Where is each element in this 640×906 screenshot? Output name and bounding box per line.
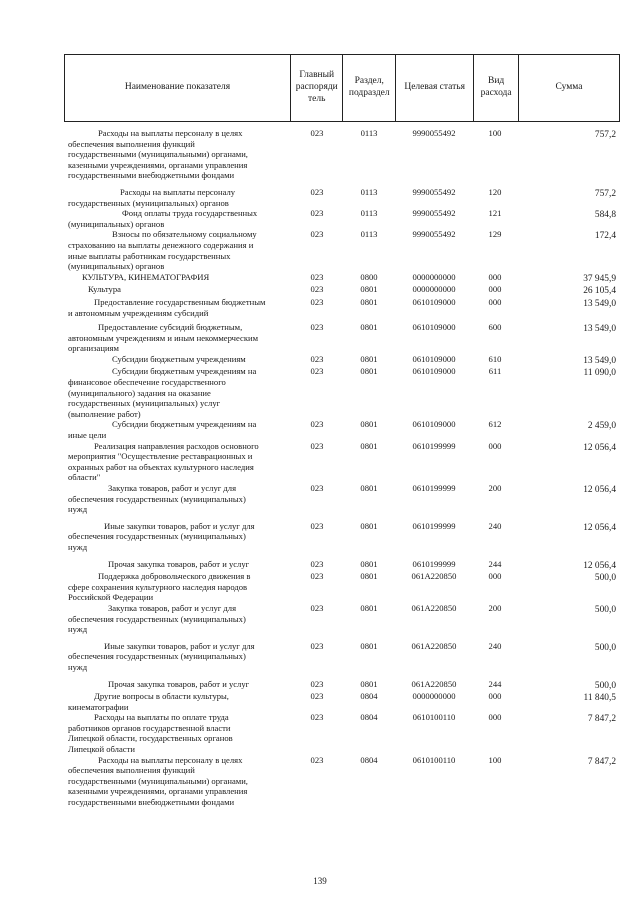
row-vid: 129 xyxy=(488,229,502,240)
table-row xyxy=(64,755,618,808)
row-vid: 600 xyxy=(488,322,502,333)
row-name xyxy=(64,284,291,297)
row-name xyxy=(64,297,291,318)
header-razdel-l2: подраздел xyxy=(348,88,390,98)
row-name-line: обеспечения государственных (муниципальных) xyxy=(68,613,246,624)
row-name-line: Культура xyxy=(88,284,121,295)
row-name-line: страхованию на выплаты денежного содержания и xyxy=(68,239,254,250)
row-name xyxy=(64,272,291,285)
row-name-line: нужд xyxy=(68,624,88,635)
table-row xyxy=(64,679,618,692)
row-razdel: 0113 xyxy=(360,128,378,138)
row-name-line: Субсидии бюджетным учреждениям xyxy=(112,353,246,364)
row-vid: 000 xyxy=(488,271,502,282)
row-name-line: Субсидии бюджетным учреждениям на xyxy=(112,419,257,430)
header-razdel-l1: Раздел, xyxy=(354,76,384,87)
row-name-line: организациям xyxy=(68,343,119,354)
row-vid: 244 xyxy=(488,558,502,569)
row-name-line: КУЛЬТУРА, КИНЕМАТОГРАФИЯ xyxy=(82,271,210,282)
row-name xyxy=(64,755,291,808)
row-name xyxy=(64,128,291,181)
row-name-line: Поддержка добровольческого движения в xyxy=(98,571,251,582)
row-vid: 610 xyxy=(488,353,502,364)
row-vid: 000 xyxy=(488,284,502,295)
row-glavny: 023 xyxy=(310,419,324,430)
row-celevaya: 061A220850 xyxy=(411,678,457,689)
page-number: 139 xyxy=(313,876,327,886)
row-vid: 244 xyxy=(488,678,502,689)
row-summa: 500,0 xyxy=(594,642,616,653)
row-vid: 000 xyxy=(488,712,502,723)
row-razdel: 0800 xyxy=(360,271,378,282)
row-celevaya: 9990055492 xyxy=(412,128,456,138)
row-razdel: 0801 xyxy=(360,419,378,430)
row-glavny: 023 xyxy=(310,571,324,582)
row-celevaya: 0000000000 xyxy=(412,284,456,295)
row-glavny: 023 xyxy=(310,322,324,333)
row-summa: 37 945,9 xyxy=(583,273,616,284)
table-row xyxy=(64,603,618,635)
row-summa: 12 056,4 xyxy=(583,485,616,495)
row-name xyxy=(64,322,291,354)
row-name-line: Иные закупки товаров, работ и услуг для xyxy=(104,640,255,651)
row-name-line: Предоставление субсидий бюджетным, xyxy=(98,322,243,333)
row-summa: 12 056,4 xyxy=(583,442,616,453)
table-row xyxy=(64,571,618,603)
row-celevaya: 9990055492 xyxy=(412,208,456,219)
header-razdel xyxy=(343,55,396,121)
row-glavny: 023 xyxy=(310,296,324,307)
row-razdel: 0801 xyxy=(360,640,378,651)
row-name-line: государственных (муниципальных) органов xyxy=(68,197,229,208)
row-vid: 200 xyxy=(488,483,502,493)
row-glavny: 023 xyxy=(310,271,324,282)
row-celevaya: 0610109000 xyxy=(412,322,456,333)
table-row xyxy=(64,284,618,297)
row-vid: 121 xyxy=(488,208,502,219)
row-name xyxy=(64,187,291,208)
table-header xyxy=(64,54,620,122)
row-celevaya: 0610100110 xyxy=(412,754,456,765)
row-name-line: (муниципальных) органов xyxy=(68,261,165,272)
header-summa xyxy=(519,55,619,121)
row-name-line: Взносы по обязательному социальному xyxy=(112,229,257,240)
row-name-line: автономным учреждениям и иным некоммерческим xyxy=(68,332,259,343)
row-glavny: 023 xyxy=(310,602,324,613)
row-name-line: иные цели xyxy=(68,430,107,441)
row-name-line: Липецкой области xyxy=(68,744,135,755)
row-name-line: нужд xyxy=(68,504,88,515)
row-name xyxy=(64,691,291,712)
row-name xyxy=(64,419,291,440)
table-body xyxy=(64,128,618,814)
header-vid-l2: расхода xyxy=(480,88,512,98)
row-celevaya: 0610109000 xyxy=(412,296,456,307)
row-summa: 13 549,0 xyxy=(583,324,616,335)
row-vid: 000 xyxy=(488,571,502,582)
row-razdel: 0113 xyxy=(360,208,378,219)
row-summa: 500,0 xyxy=(594,680,616,691)
row-name-line: Другие вопросы в области культуры, xyxy=(94,691,229,702)
table-row xyxy=(64,322,618,354)
header-vid-l1: Вид xyxy=(487,76,505,87)
row-name xyxy=(64,679,291,692)
row-glavny: 023 xyxy=(310,483,324,493)
row-razdel: 0801 xyxy=(360,520,378,531)
row-glavny: 023 xyxy=(310,520,324,531)
row-name-line: Иные закупки товаров, работ и услуг для xyxy=(104,520,255,531)
row-name xyxy=(64,208,291,229)
row-razdel: 0801 xyxy=(360,296,378,307)
row-summa: 11 090,0 xyxy=(583,368,616,379)
header-glavny-l3: тель xyxy=(307,93,326,104)
table-row xyxy=(64,483,618,515)
table-row xyxy=(64,366,618,419)
row-summa: 7 847,2 xyxy=(587,714,616,725)
row-name-line: государственных (муниципальных) услуг xyxy=(68,398,221,409)
row-glavny: 023 xyxy=(310,208,324,219)
row-name-line: Российской Федерации xyxy=(68,592,154,603)
header-glavny-l1: Главный xyxy=(299,70,335,81)
row-summa: 12 056,4 xyxy=(583,522,616,533)
row-name xyxy=(64,521,291,553)
row-name-line: (муниципального) задания на оказание xyxy=(68,387,211,398)
row-celevaya: 0000000000 xyxy=(412,271,456,282)
row-name-line: обеспечения государственных (муниципальных) xyxy=(68,493,246,504)
row-name-line: обеспечения государственных (муниципальных) xyxy=(68,531,246,542)
row-name-line: обеспечения выполнения функций xyxy=(68,138,195,149)
row-name-line: иные выплаты работникам государственных xyxy=(68,250,231,261)
row-name xyxy=(64,603,291,635)
row-name-line: области" xyxy=(68,472,101,483)
row-summa: 584,8 xyxy=(594,210,616,221)
row-vid: 100 xyxy=(488,754,502,765)
row-name-line: Расходы на выплаты персоналу в целях xyxy=(98,754,243,765)
row-glavny: 023 xyxy=(310,229,324,240)
row-summa: 757,2 xyxy=(594,188,616,199)
row-glavny: 023 xyxy=(310,558,324,569)
table-row xyxy=(64,272,618,285)
row-celevaya: 0610109000 xyxy=(412,353,456,364)
row-razdel: 0801 xyxy=(360,366,378,377)
row-glavny: 023 xyxy=(310,186,324,197)
row-vid: 240 xyxy=(488,520,502,531)
row-name-line: нужд xyxy=(68,541,88,552)
row-name xyxy=(64,641,291,673)
row-razdel: 0804 xyxy=(360,691,378,702)
row-name-line: (выполнение работ) xyxy=(68,408,141,419)
row-celevaya: 0610199999 xyxy=(412,440,456,451)
row-summa: 26 105,4 xyxy=(583,286,616,297)
row-glavny: 023 xyxy=(310,712,324,723)
row-name-line: охранных работ на объектах культурного наследия xyxy=(68,461,254,472)
table-row xyxy=(64,208,618,229)
row-glavny: 023 xyxy=(310,284,324,295)
row-razdel: 0804 xyxy=(360,712,378,723)
row-name xyxy=(64,559,291,572)
table-row xyxy=(64,691,618,712)
row-celevaya: 9990055492 xyxy=(412,229,456,240)
table-row xyxy=(64,128,618,181)
table-row xyxy=(64,521,618,553)
row-name-line: Закупка товаров, работ и услуг для xyxy=(108,602,237,613)
row-celevaya: 0000000000 xyxy=(412,691,456,702)
row-name xyxy=(64,571,291,603)
row-celevaya: 061A220850 xyxy=(411,571,457,582)
row-razdel: 0801 xyxy=(360,322,378,333)
row-vid: 240 xyxy=(488,640,502,651)
row-glavny: 023 xyxy=(310,366,324,377)
row-razdel: 0801 xyxy=(360,483,378,493)
row-name-line: финансовое обеспечение государственного xyxy=(68,377,226,388)
row-name-line: Реализация направления расходов основного xyxy=(94,440,259,451)
table-row xyxy=(64,354,618,367)
row-celevaya: 0610199999 xyxy=(412,558,456,569)
table-row xyxy=(64,187,618,208)
row-vid: 612 xyxy=(488,419,502,430)
row-razdel: 0801 xyxy=(360,440,378,451)
row-glavny: 023 xyxy=(310,640,324,651)
row-name-line: государственными внебюджетными фондами xyxy=(68,797,235,808)
row-vid: 000 xyxy=(488,296,502,307)
row-name xyxy=(64,229,291,271)
header-name xyxy=(65,55,291,121)
row-celevaya: 0610109000 xyxy=(412,366,456,377)
row-name xyxy=(64,441,291,483)
header-celevaya xyxy=(396,55,474,121)
row-razdel: 0801 xyxy=(360,284,378,295)
row-name-line: обеспечения выполнения функций xyxy=(68,765,195,776)
row-name-line: мероприятия "Осуществление реставрационных и xyxy=(68,451,253,462)
row-vid: 000 xyxy=(488,440,502,451)
row-name-line: кинематографии xyxy=(68,701,129,712)
row-name-line: Липецкой области, государственных органов xyxy=(68,733,233,744)
row-name-line: Предоставление государственным бюджетным xyxy=(94,296,266,307)
header-vid xyxy=(474,55,519,121)
row-name-line: государственными внебюджетными фондами xyxy=(68,170,235,181)
row-vid: 100 xyxy=(488,128,502,138)
row-name-line: государственными (муниципальными) органами, xyxy=(68,775,248,786)
header-glavny-l2: распоряди xyxy=(295,82,338,93)
table-row xyxy=(64,229,618,271)
row-name-line: Расходы на выплаты персоналу xyxy=(120,186,236,197)
row-name-line: Субсидии бюджетным учреждениям на xyxy=(112,366,257,377)
row-razdel: 0801 xyxy=(360,571,378,582)
row-summa: 500,0 xyxy=(594,573,616,584)
row-name-line: нужд xyxy=(68,661,88,672)
row-name-line: обеспечения государственных (муниципальных) xyxy=(68,651,246,662)
row-name-line: Прочая закупка товаров, работ и услуг xyxy=(108,678,250,689)
row-name-line: государственными (муниципальными) органами, xyxy=(68,149,248,160)
row-razdel: 0801 xyxy=(360,602,378,613)
row-name-line: казенными учреждениями, органами управления xyxy=(68,786,248,797)
table-row xyxy=(64,559,618,572)
table-row xyxy=(64,419,618,440)
row-celevaya: 9990055492 xyxy=(412,186,456,197)
row-glavny: 023 xyxy=(310,754,324,765)
header-name-text: Наименование показателя xyxy=(124,82,231,93)
row-razdel: 0801 xyxy=(360,558,378,569)
row-name-line: Расходы на выплаты персоналу в целях xyxy=(98,128,243,138)
row-name-line: Закупка товаров, работ и услуг для xyxy=(108,483,237,493)
row-name-line: Прочая закупка товаров, работ и услуг xyxy=(108,558,250,569)
row-name-line: (муниципальных) органов xyxy=(68,218,165,229)
row-summa: 757,2 xyxy=(594,130,616,140)
row-name-line: работников органов государственной власти xyxy=(68,722,231,733)
header-celevaya-text: Целевая статья xyxy=(404,82,465,93)
row-celevaya: 061A220850 xyxy=(411,640,457,651)
row-name-line: Расходы на выплаты по оплате труда xyxy=(94,712,229,723)
row-celevaya: 0610199999 xyxy=(412,483,456,493)
row-glavny: 023 xyxy=(310,353,324,364)
row-razdel: 0801 xyxy=(360,353,378,364)
table-row xyxy=(64,297,618,318)
row-glavny: 023 xyxy=(310,691,324,702)
row-razdel: 0804 xyxy=(360,754,378,765)
row-celevaya: 0610199999 xyxy=(412,520,456,531)
table-row xyxy=(64,641,618,673)
row-summa: 11 840,5 xyxy=(583,693,616,704)
row-name xyxy=(64,354,291,367)
row-name-line: Фонд оплаты труда государственных xyxy=(122,208,258,219)
row-summa: 7 847,2 xyxy=(587,756,616,767)
row-summa: 172,4 xyxy=(594,231,616,242)
row-razdel: 0113 xyxy=(360,229,378,240)
table-row xyxy=(64,441,618,483)
row-celevaya: 061A220850 xyxy=(411,602,457,613)
row-summa: 13 549,0 xyxy=(583,298,616,309)
row-vid: 120 xyxy=(488,186,502,197)
row-name xyxy=(64,712,291,754)
row-vid: 200 xyxy=(488,602,502,613)
row-vid: 611 xyxy=(488,366,502,377)
row-name-line: казенными учреждениями, органами управления xyxy=(68,159,248,170)
row-glavny: 023 xyxy=(310,440,324,451)
row-vid: 000 xyxy=(488,691,502,702)
row-summa: 13 549,0 xyxy=(583,355,616,366)
table-row xyxy=(64,712,618,754)
row-glavny: 023 xyxy=(310,678,324,689)
row-summa: 500,0 xyxy=(594,604,616,615)
row-glavny: 023 xyxy=(310,128,324,138)
row-celevaya: 0610100110 xyxy=(412,712,456,723)
header-summa-text: Сумма xyxy=(555,82,583,93)
row-summa: 12 056,4 xyxy=(583,560,616,571)
row-name xyxy=(64,366,291,419)
row-name-line: и автономным учреждениям субсидий xyxy=(68,307,209,318)
row-celevaya: 0610109000 xyxy=(412,419,456,430)
row-razdel: 0801 xyxy=(360,678,378,689)
row-summa: 2 459,0 xyxy=(587,421,616,432)
row-name-line: сфере сохранения культурного наследия народов xyxy=(68,581,248,592)
row-razdel: 0113 xyxy=(360,186,378,197)
row-name xyxy=(64,483,291,515)
header-glavny xyxy=(291,55,344,121)
